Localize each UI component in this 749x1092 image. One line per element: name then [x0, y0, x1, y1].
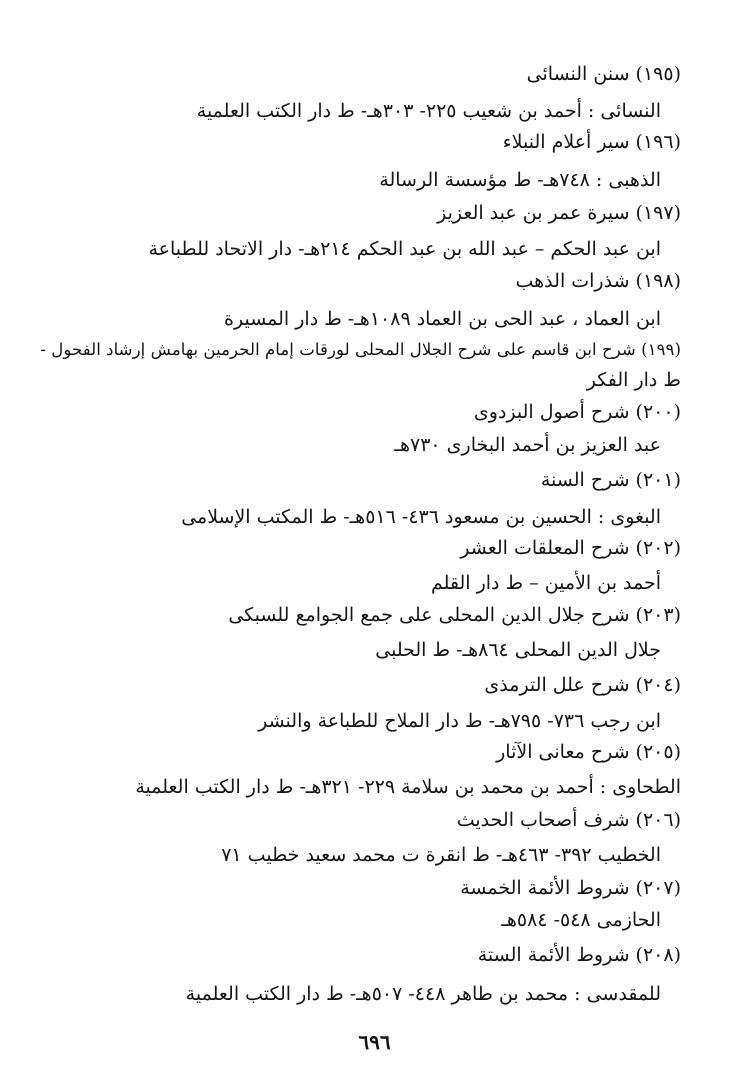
entry-author: الخطيب ٣٩٢- ٤٦٣هـ- ط انقرة ت محمد سعيد خطيب ٧١ [221, 844, 661, 866]
entry-title: (٢٠٦) شرف أصحاب الحديث [456, 809, 681, 831]
entry-title: (٢٠٧) شروط الأئمة الخمسة [460, 877, 681, 899]
entry-title: (٢٠٥) شرح معانى الآثار [496, 741, 681, 763]
entry-author: ابن العماد ، عبد الحى بن العماد ١٠٨٩هـ- ط دار المسيرة [224, 308, 661, 330]
entry-author: ابن رجب ٧٣٦- ٧٩٥هـ- ط دار الملاح للطباعة والنشر [258, 710, 661, 732]
entry-author: الذهبى : ٧٤٨هـ- ط مؤسسة الرسالة [379, 169, 661, 191]
entry-author: أحمد بن الأمين – ط دار القلم [430, 572, 661, 594]
entry-title: (٢٠٢) شرح المعلقات العشر [460, 537, 681, 559]
entry-author: الحازمى ٥٤٨- ٥٨٤هـ [501, 909, 661, 931]
entry-author: الطحاوى : أحمد بن محمد بن سلامة ٢٢٩- ٣٢١هـ- ط دار الكتب العلمية [135, 776, 681, 798]
entry-title: (٢٠١) شرح السنة [540, 469, 681, 491]
entry-title: (١٩٦) سير أعلام النبلاء [502, 131, 681, 153]
entry-title: (١٩٧) سيرة عمر بن عبد العزيز [437, 202, 681, 224]
entry-title: (١٩٨) شذرات الذهب [515, 270, 681, 292]
entry-title: (١٩٥) سنن النسائى [526, 63, 681, 85]
entry-title: (١٩٩) شرح ابن قاسم على شرح الجلال المحلى لورقات إمام الحرمين بهامش إرشاد الفحول - [40, 340, 681, 359]
entry-author: عبد العزيز بن أحمد البخارى ٧٣٠هـ [394, 434, 661, 456]
entry-author: جلال الدين المحلى ٨٦٤هـ- ط الحلبى [375, 639, 661, 661]
entry-author: للمقدسى : محمد بن طاهر ٤٤٨- ٥٠٧هـ- ط دار الكتب العلمية [185, 983, 661, 1005]
entry-author: ط دار الفكر [586, 369, 681, 391]
page-number: ٦٩٦ [358, 1030, 391, 1054]
entry-title: (٢٠٠) شرح أصول البزدوى [473, 401, 681, 423]
entry-author: البغوى : الحسين بن مسعود ٤٣٦- ٥١٦هـ- ط المكتب الإسلامى [181, 506, 661, 528]
entry-title: (٢٠٤) شرح علل الترمذى [484, 674, 681, 696]
entry-title: (٢٠٨) شروط الأئمة الستة [477, 944, 681, 966]
entry-author: النسائى : أحمد بن شعيب ٢٢٥- ٣٠٣هـ- ط دار الكتب العلمية [196, 100, 661, 122]
entry-title: (٢٠٣) شرح جلال الدين المحلى على جمع الجوامع للسبكى [228, 604, 681, 626]
entry-author: ابن عبد الحكم – عبد الله بن عبد الحكم ٢١٤هـ- دار الاتحاد للطباعة [148, 238, 661, 260]
